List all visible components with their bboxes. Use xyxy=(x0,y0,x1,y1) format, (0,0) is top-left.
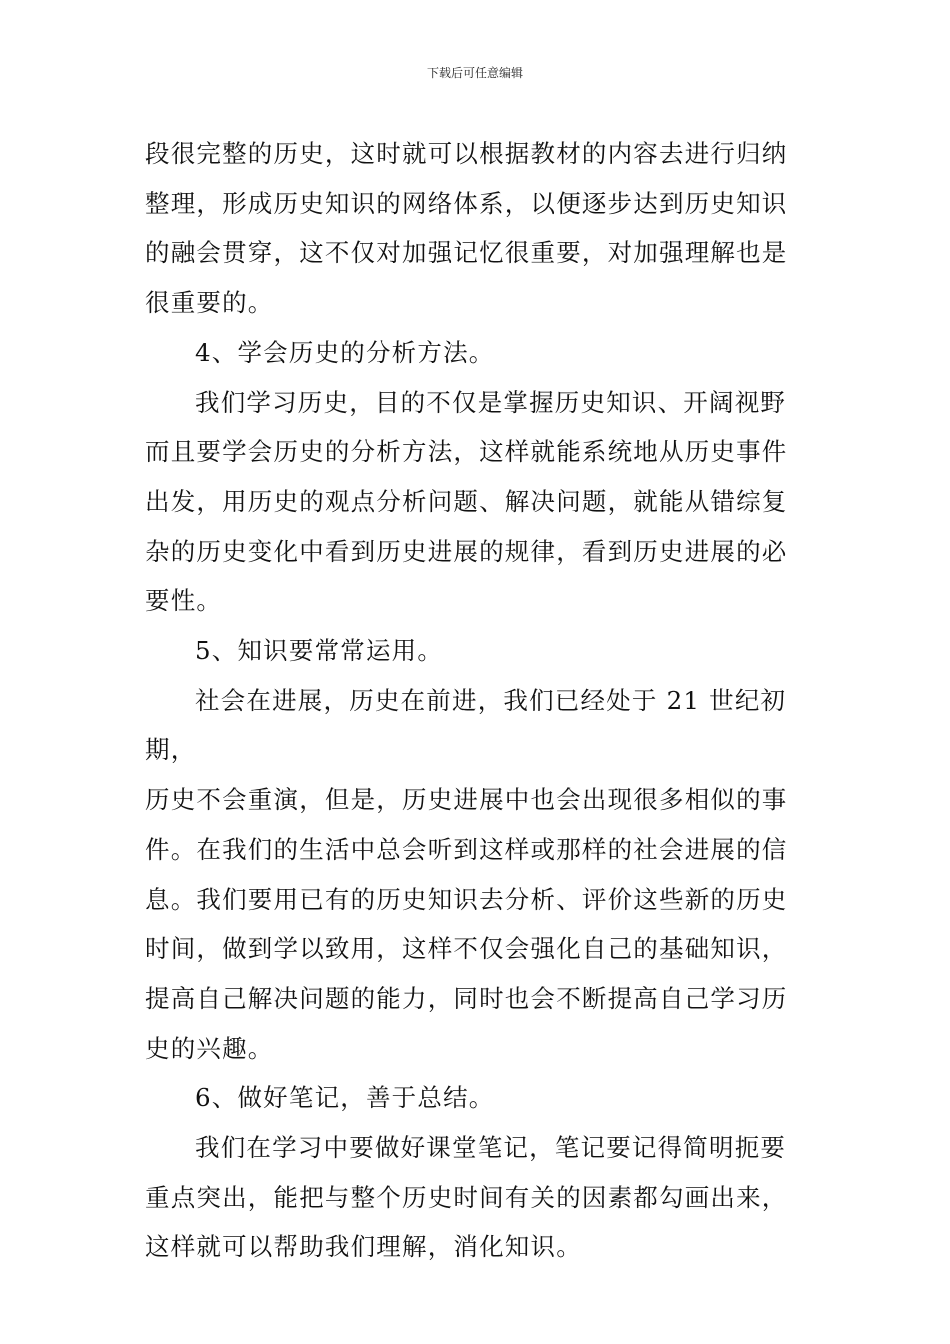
heading-4-analysis-method: 4、学会历史的分析方法。 xyxy=(195,337,495,367)
paragraph-analysis-method: 我们学习历史，目的不仅是掌握历史知识、开阔视野 而且要学会历史的分析方法，这样就能系统地从历史事件 出发，用历史的观点分析问题、解决问题，就能从错综复 杂的历史变化中看到历史进展的规律，看到历史进展的必 要性。 xyxy=(145,387,788,616)
paragraph-apply-knowledge: 社会在进展，历史在前进，我们已经处于 21 世纪初期， 历史不会重演，但是，历史进展中也会出现很多相似的事 件。在我们的生活中总会听到这样或那样的社会进展的信 息。我们要用已有的历史知识去分析、评价这些新的历史 时间，做到学以致用，这样不仅会强化自己的基础知识， 提高自己解决问题的能力，同时也会不断提高自己学习历 史的兴趣。 xyxy=(145,685,788,1063)
heading-5-apply-knowledge: 5、知识要常常运用。 xyxy=(195,636,444,666)
paragraph-take-notes: 我们在学习中要做好课堂笔记，笔记要记得简明扼要 重点突出，能把与整个历史时间有关的因素都勾画出来， 这样就可以帮助我们理解，消化知识。 xyxy=(145,1133,788,1262)
page-header: 下载后可任意编辑 xyxy=(426,66,523,80)
document-body xyxy=(145,129,815,1272)
paragraph-continuation: 段很完整的历史，这时就可以根据教材的内容去进行归纳 整理，形成历史知识的网络体系，以便逐步达到历史知识 的融会贯穿，这不仅对加强记忆很重要，对加强理解也是 很重要的。 xyxy=(145,139,788,318)
heading-6-take-notes: 6、做好笔记，善于总结。 xyxy=(195,1083,495,1113)
